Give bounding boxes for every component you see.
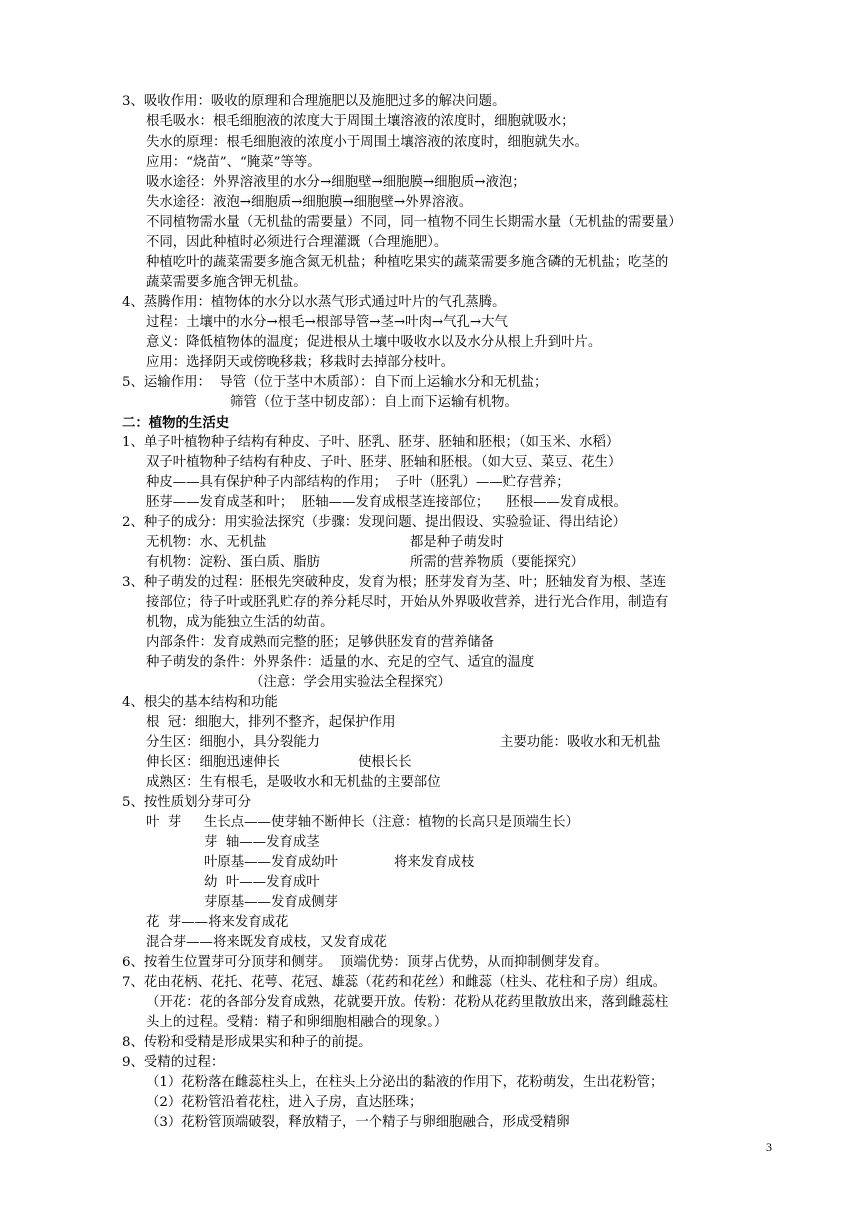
text-line: 3、吸收作用：吸收的原理和合理施肥以及施肥过多的解决问题。	[122, 94, 506, 109]
text-line: 伸长区：细胞迅速伸长	[146, 755, 280, 770]
text-line: 4、根尖的基本结构和功能	[122, 695, 278, 710]
text-line: 芽原基——发育成侧芽	[204, 895, 338, 910]
text-line: 都是种子萌发时	[410, 535, 504, 550]
text-line: 有机物：淀粉、蛋白质、脂肪	[146, 555, 321, 570]
text-line: 机物，成为能独立生活的幼苗。	[146, 615, 334, 630]
text-line: 8、传粉和受精是形成果实和种子的前提。	[122, 1035, 372, 1050]
text-line: （1）花粉落在雌蕊柱头上，在柱头上分泌出的黏液的作用下，花粉萌发，生出花粉管；	[146, 1075, 664, 1090]
text-line: 2、种子的成分：用实验法探究（步骤：发现问题、提出假设、实验验证、得出结论）	[122, 515, 626, 530]
text-line: 根毛吸水：根毛细胞液的浓度大于周围土壤溶液的浓度时，细胞就吸水；	[146, 114, 575, 129]
text-line: 叶原基——发育成幼叶	[204, 855, 338, 870]
text-line: （3）花粉管顶端破裂，释放精子，一个精子与卵细胞融合，形成受精卵	[146, 1115, 570, 1130]
text-line: 失水途径：液泡→细胞质→细胞膜→细胞壁→外界溶液。	[146, 195, 473, 210]
text-line: 失水的原理：根毛细胞液的浓度小于周围土壤溶液的浓度时，细胞就失水。	[146, 135, 588, 150]
text-line: 成熟区：生有根毛，是吸收水和无机盐的主要部位	[146, 775, 441, 790]
section-heading: 二：植物的生活史	[122, 415, 230, 431]
text-line: 叶 芽	[146, 815, 182, 830]
text-line: 9、受精的过程：	[122, 1055, 225, 1070]
text-line: 分生区：细胞小，具分裂能力	[146, 735, 321, 750]
text-line: 根 冠：细胞大，排列不整齐，起保护作用	[146, 715, 396, 730]
text-line: 内部条件：发育成熟而完整的胚；足够供胚发育的营养储备	[146, 635, 495, 650]
text-line: 花 芽——将来发育成花	[146, 915, 289, 930]
text-line: 种植吃叶的蔬菜需要多施含氮无机盐；种植吃果实的蔬菜需要多施含磷的无机盐；吃茎的	[146, 255, 669, 270]
text-line: 吸水途径：外界溶液里的水分→细胞壁→细胞膜→细胞质→液泡；	[146, 175, 526, 190]
text-line: 接部位；待子叶或胚乳贮存的养分耗尽时，开始从外界吸收营养，进行光合作用，制造有	[146, 595, 669, 610]
text-line: 所需的营养物质（要能探究）	[410, 555, 585, 570]
text-line: 头上的过程。受精：精子和卵细胞相融合的现象。）	[146, 1015, 448, 1030]
text-line: 芽 轴——发育成茎	[204, 835, 320, 850]
text-line: 不同植物需水量（无机盐的需要量）不同，同一植物不同生长期需水量（无机盐的需要量）	[146, 215, 682, 230]
text-line: 意义：降低植物体的温度；促进根从土壤中吸收水以及水分从根上升到叶片。	[146, 335, 602, 350]
text-line: 4、蒸腾作用：植物体的水分以水蒸气形式通过叶片的气孔蒸腾。	[122, 295, 506, 310]
page-number: 3	[766, 1140, 772, 1154]
text-line: 生长点——使芽轴不断伸长（注意：植物的长高只是顶端生长）	[204, 815, 579, 830]
text-line: 6、按着生位置芽可分顶芽和侧芽。 顶端优势：顶芽占优势，从而抑制侧芽发育。	[122, 955, 608, 970]
text-line: 应用：“烧苗”、“腌菜”等等。	[146, 155, 321, 170]
text-line: 使根长长	[358, 755, 412, 770]
text-line: 将来发育成枝	[394, 855, 475, 870]
text-line: 混合芽——将来既发育成枝，又发育成花	[146, 935, 388, 950]
text-line: （2）花粉管沿着花柱，进入子房，直达胚珠；	[146, 1095, 423, 1110]
text-line: 过程：土壤中的水分→根毛→根部导管→茎→叶肉→气孔→大气	[146, 315, 508, 330]
text-line: 5、按性质划分芽可分	[122, 795, 252, 810]
text-line: 无机物：水、无机盐	[146, 535, 267, 550]
text-line: 不同，因此种植时必须进行合理灌溉（合理施肥）。	[146, 235, 448, 250]
text-line: （注意：学会用实验法全程探究）	[250, 675, 451, 690]
text-line: 筛管（位于茎中韧皮部）：自上而下运输有机物。	[230, 395, 518, 410]
text-line: 主要功能：吸收水和无机盐	[500, 735, 661, 750]
text-line: 7、花由花柄、花托、花萼、花冠、雄蕊（花药和花丝）和雌蕊（柱头、花柱和子房）组成。	[122, 975, 667, 990]
text-line: 幼 叶——发育成叶	[204, 875, 320, 890]
text-line: 种子萌发的条件：外界条件：适量的水、充足的空气、适宜的温度	[146, 655, 535, 670]
text-line: 应用：选择阴天或傍晚移栽；移栽时去掉部分枝叶。	[146, 355, 454, 370]
text-line: 1、单子叶植物种子结构有种皮、子叶、胚乳、胚芽、胚轴和胚根；（如玉米、水稻）	[122, 435, 620, 450]
text-line: 5、运输作用： 导管（位于茎中木质部）：自下而上运输水分和无机盐；	[122, 375, 548, 390]
text-line: 双子叶植物种子结构有种皮、子叶、胚芽、胚轴和胚根。（如大豆、菜豆、花生）	[146, 455, 622, 470]
text-line: 3、种子萌发的过程：胚根先突破种皮，发育为根；胚芽发育为茎、叶；胚轴发育为根、茎连	[122, 575, 667, 590]
text-line: 种皮——具有保护种子内部结构的作用； 子叶（胚乳）——贮存营养；	[146, 475, 570, 490]
text-line: （开花：花的各部分发育成熟，花就要开放。传粉：花粉从花药里散放出来，落到雌蕊柱	[146, 995, 669, 1010]
text-line: 蔬菜需要多施含钾无机盐。	[146, 275, 307, 290]
text-line: 胚芽——发育成茎和叶； 胚轴——发育成根茎连接部位； 胚根——发育成根。	[146, 495, 627, 510]
